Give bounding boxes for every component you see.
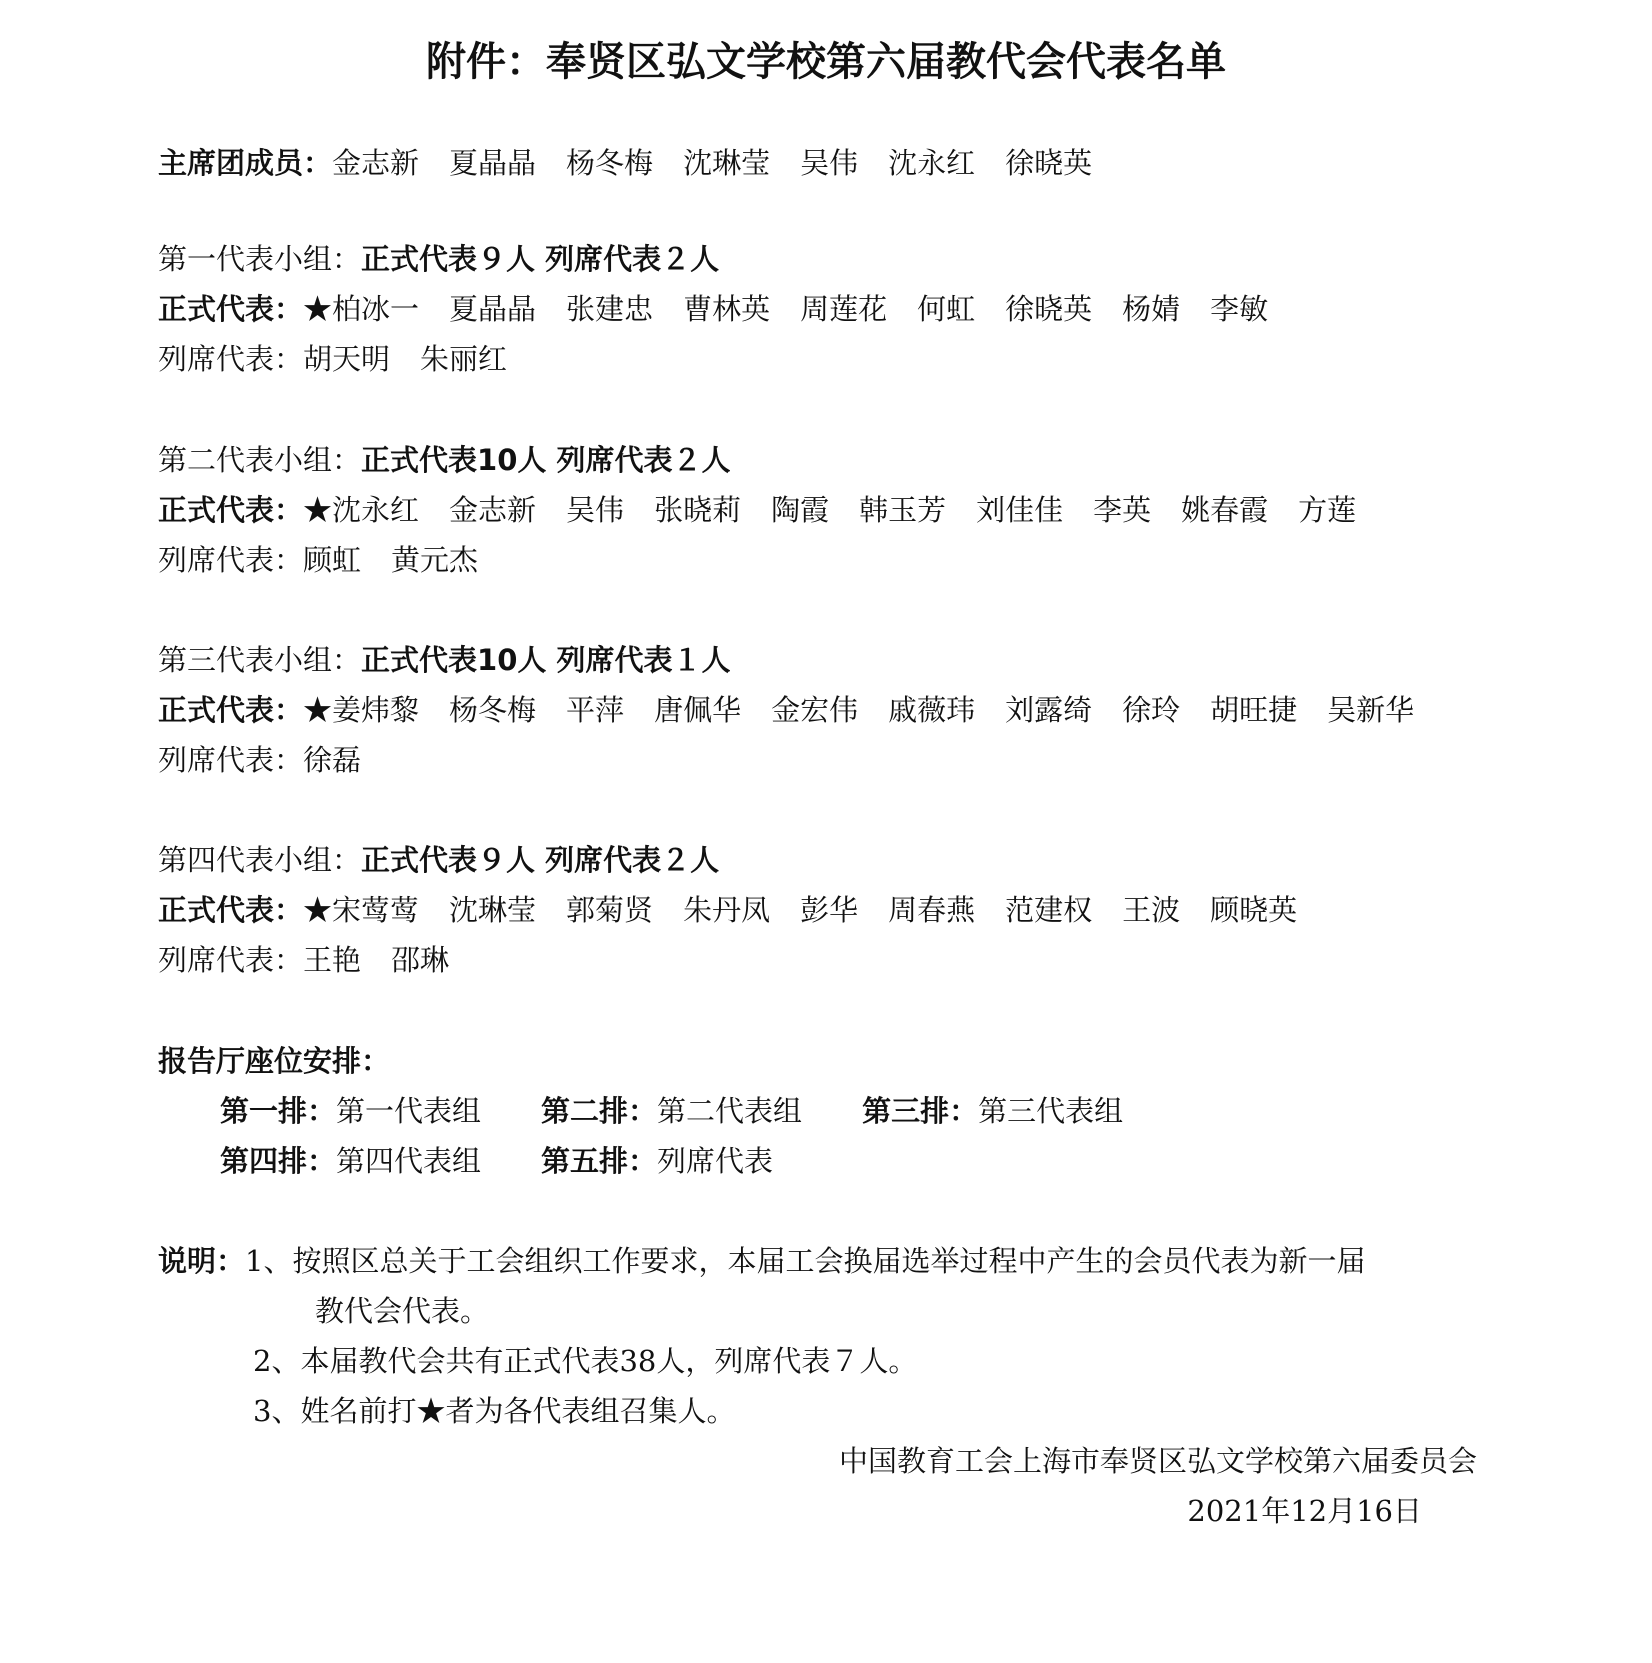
seating-row-3-label: 第三排： [862, 1094, 979, 1128]
presidium-line [158, 143, 1122, 183]
person-name: 张晓莉 [654, 493, 742, 527]
group-4-header [158, 840, 719, 880]
group-4-observer-names [303, 943, 479, 977]
person-name: 徐晓英 [1005, 292, 1093, 326]
person-name: 杨婧 [1122, 292, 1181, 326]
person-name: 杨冬梅 [449, 693, 537, 727]
seating-row-5-label: 第五排： [541, 1144, 658, 1178]
seating-row-3 [862, 1091, 1123, 1131]
group-1-observer-label: 列席代表： [158, 342, 304, 376]
person-name: ★沈永红 [303, 493, 420, 527]
document-title: 附件：奉贤区弘文学校第六届教代会代表名单 [426, 39, 1226, 85]
seating-row-4-label: 第四排： [220, 1144, 337, 1178]
group-3-formal [158, 690, 1444, 730]
person-name: 黄元杰 [391, 543, 479, 577]
person-name: 沈琳莹 [449, 893, 537, 927]
seating-row-line-1 [220, 1091, 1183, 1131]
seating-row-2 [541, 1091, 802, 1131]
notes-item-1-line-1: 1、按照区总关于工会组织工作要求，本届工会换届选举过程中产生的会员代表为新一届 [245, 1244, 1366, 1278]
person-name: 吴伟 [800, 146, 859, 180]
seating-row-4 [220, 1141, 481, 1181]
person-name: 王艳 [303, 943, 362, 977]
seating-row-1 [220, 1091, 481, 1131]
person-name: 沈永红 [888, 146, 976, 180]
group-4-observer [158, 940, 479, 980]
person-name: 戚薇玮 [888, 693, 976, 727]
notes-item-3: 3、姓名前打★者为各代表组召集人。 [253, 1394, 736, 1428]
group-1-header-label: 第一代表小组： [158, 242, 362, 276]
group-2-formal [158, 490, 1386, 530]
person-name: 范建权 [1005, 893, 1093, 927]
group-1-observer-names [303, 342, 537, 376]
group-3-formal-names [303, 693, 1444, 727]
person-name: 李敏 [1210, 292, 1269, 326]
seating-row-1-label: 第一排： [220, 1094, 337, 1128]
seating-row-5-value: 列席代表 [657, 1144, 774, 1178]
group-2-observer-label: 列席代表： [158, 543, 304, 577]
person-name: 徐玲 [1122, 693, 1181, 727]
person-name: 姚春霞 [1181, 493, 1269, 527]
person-name: 何虹 [917, 292, 976, 326]
person-name: ★姜炜黎 [303, 693, 420, 727]
person-name: ★宋莺莺 [303, 893, 420, 927]
person-name: 夏晶晶 [449, 146, 537, 180]
person-name: 徐磊 [303, 743, 362, 777]
person-name: 陶霞 [771, 493, 830, 527]
group-3-header-counts: 正式代表10人 列席代表１人 [361, 643, 731, 677]
seating-row-1-value: 第一代表组 [336, 1094, 482, 1128]
group-3-observer [158, 740, 391, 780]
person-name: 杨冬梅 [566, 146, 654, 180]
presidium-names [332, 146, 1122, 180]
notes-item-2: 2、本届教代会共有正式代表38人，列席代表７人。 [253, 1344, 918, 1378]
person-name: 王波 [1122, 893, 1181, 927]
group-4-header-counts: 正式代表９人 列席代表２人 [361, 843, 720, 877]
group-2-observer [158, 540, 508, 580]
group-3-header [158, 640, 730, 680]
person-name: 李英 [1093, 493, 1152, 527]
person-name: 沈琳莹 [683, 146, 771, 180]
group-3-formal-label: 正式代表： [158, 693, 304, 727]
person-name: 朱丽红 [420, 342, 508, 376]
group-4-formal [158, 890, 1327, 930]
person-name: ★柏冰一 [303, 292, 420, 326]
group-1-header [158, 239, 719, 279]
group-3-observer-names [303, 743, 391, 777]
group-4-formal-label: 正式代表： [158, 893, 304, 927]
person-name: 韩玉芳 [859, 493, 947, 527]
person-name: 吴伟 [566, 493, 625, 527]
group-2-formal-names [303, 493, 1386, 527]
person-name: 唐佩华 [654, 693, 742, 727]
seating-row-3-value: 第三代表组 [978, 1094, 1124, 1128]
footer-organization: 中国教育工会上海市奉贤区弘文学校第六届委员会 [838, 1444, 1477, 1478]
group-1-formal-label: 正式代表： [158, 292, 304, 326]
person-name: 朱丹凤 [683, 893, 771, 927]
group-2-header-counts: 正式代表10人 列席代表２人 [361, 443, 731, 477]
seating-row-2-value: 第二代表组 [657, 1094, 803, 1128]
group-2-observer-names [303, 543, 508, 577]
person-name: 周春燕 [888, 893, 976, 927]
person-name: 刘佳佳 [976, 493, 1064, 527]
group-4-observer-label: 列席代表： [158, 943, 304, 977]
footer-date: 2021年12月16日 [1187, 1494, 1422, 1528]
seating-row-line-2 [220, 1141, 833, 1181]
group-2-header-label: 第二代表小组： [158, 443, 362, 477]
group-1-formal [158, 289, 1298, 329]
group-4-formal-names [303, 893, 1327, 927]
seating-row-4-value: 第四代表组 [336, 1144, 482, 1178]
person-name: 郭菊贤 [566, 893, 654, 927]
person-name: 顾晓英 [1210, 893, 1298, 927]
group-1-observer [158, 339, 537, 379]
person-name: 顾虹 [303, 543, 362, 577]
group-3-header-label: 第三代表小组： [158, 643, 362, 677]
person-name: 邵琳 [391, 943, 450, 977]
person-name: 金宏伟 [771, 693, 859, 727]
person-name: 胡旺捷 [1210, 693, 1298, 727]
person-name: 周莲花 [800, 292, 888, 326]
person-name: 方莲 [1298, 493, 1357, 527]
group-3-observer-label: 列席代表： [158, 743, 304, 777]
person-name: 吴新华 [1327, 693, 1415, 727]
group-1-formal-names [303, 292, 1298, 326]
person-name: 金志新 [332, 146, 420, 180]
group-2-header [158, 440, 730, 480]
group-2-formal-label: 正式代表： [158, 493, 304, 527]
seating-heading: 报告厅座位安排： [158, 1044, 391, 1078]
person-name: 刘露绮 [1005, 693, 1093, 727]
notes-line-1 [158, 1241, 1365, 1281]
seating-row-5 [541, 1141, 773, 1181]
person-name: 平萍 [566, 693, 625, 727]
person-name: 夏晶晶 [449, 292, 537, 326]
group-1-header-counts: 正式代表９人 列席代表２人 [361, 242, 720, 276]
person-name: 彭华 [800, 893, 859, 927]
person-name: 张建忠 [566, 292, 654, 326]
person-name: 胡天明 [303, 342, 391, 376]
person-name: 曹林英 [683, 292, 771, 326]
seating-row-2-label: 第二排： [541, 1094, 658, 1128]
person-name: 金志新 [449, 493, 537, 527]
notes-item-1-line-2: 教代会代表。 [315, 1294, 490, 1328]
notes-label: 说明： [158, 1244, 246, 1278]
presidium-label: 主席团成员： [158, 146, 333, 180]
person-name: 徐晓英 [1005, 146, 1093, 180]
group-4-header-label: 第四代表小组： [158, 843, 362, 877]
